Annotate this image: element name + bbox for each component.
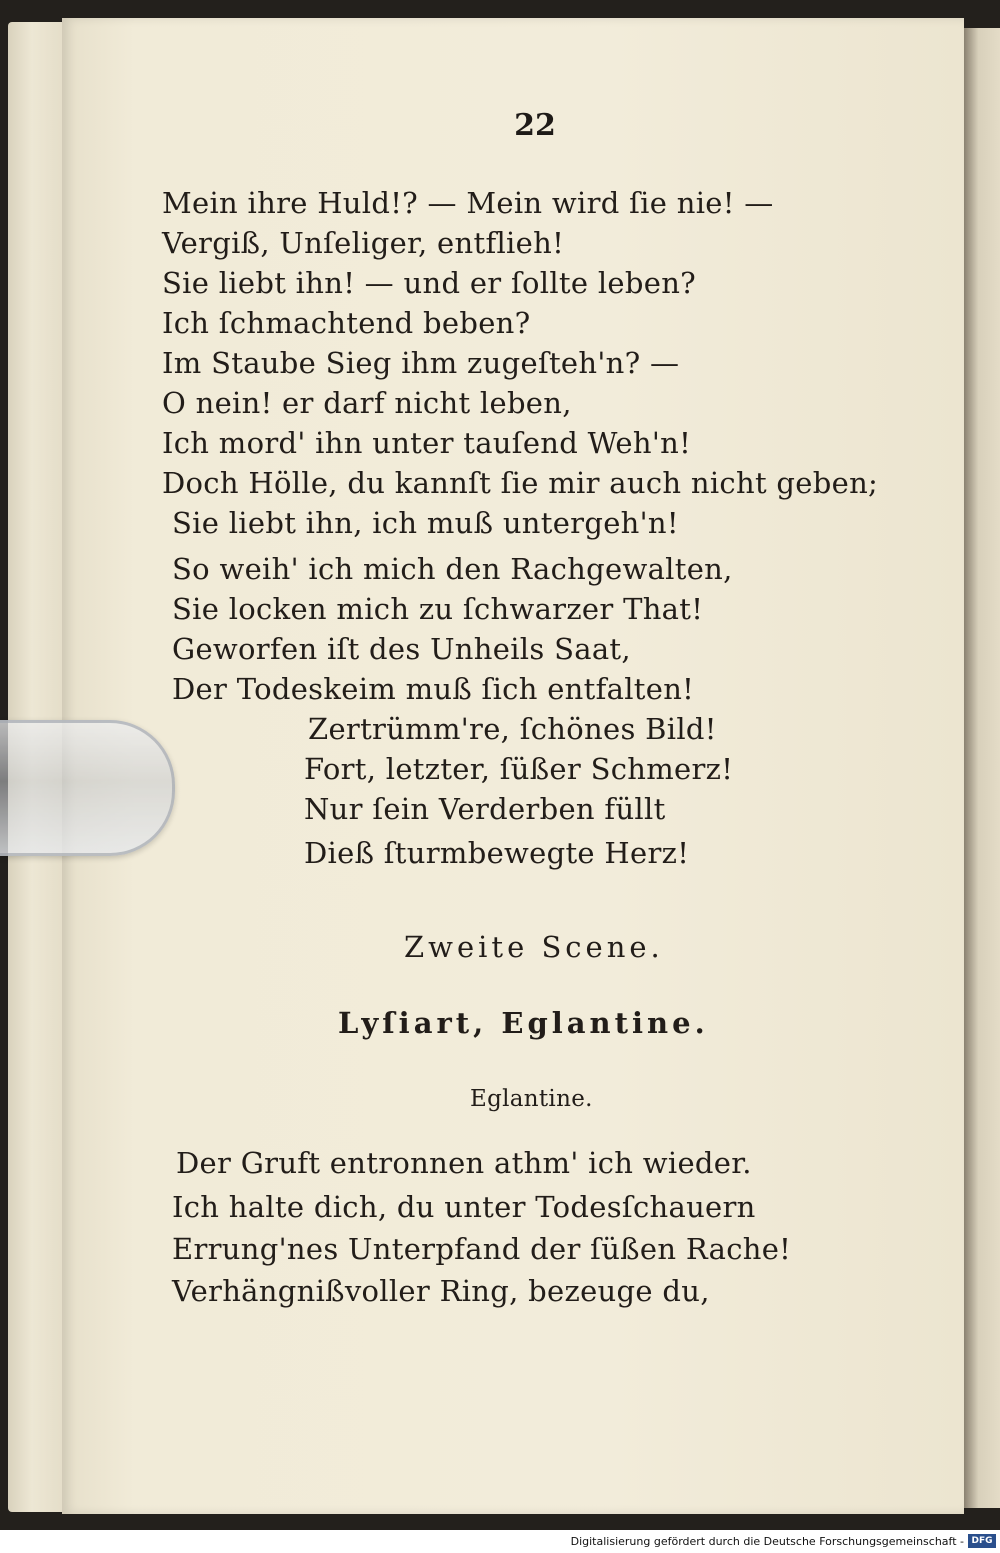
page-clip-icon (0, 720, 175, 856)
verse-line: Ich halte dich, du unter Todesſchauern (172, 1190, 756, 1224)
verse-line: O nein! er darf nicht leben, (162, 386, 572, 420)
verse-line-indented: Fort, letzter, ſüßer Schmerz! (304, 752, 734, 786)
character-list: Lyſiart, Eglantine. (338, 1006, 709, 1040)
scene-heading: Zweite Scene. (404, 930, 664, 964)
verse-line: Der Todeskeim muß ſich entfalten! (172, 672, 695, 706)
verse-line: Sie liebt ihn, ich muß untergeh'n! (172, 506, 679, 540)
verse-line: So weih' ich mich den Rachgewalten, (172, 552, 733, 586)
verse-line: Verhängnißvoller Ring, bezeuge du, (172, 1274, 710, 1308)
verse-line-indented: Zertrümm're, ſchönes Bild! (308, 712, 717, 746)
dfg-logo: DFG (968, 1534, 996, 1548)
verse-line-indented: Nur ſein Verderben füllt (304, 792, 666, 826)
page-number: 22 (514, 108, 556, 143)
verse-line: Geworfen iſt des Unheils Saat, (172, 632, 631, 666)
verse-line: Vergiß, Unſeliger, entflieh! (162, 226, 565, 260)
digitization-credit: Digitalisierung gefördert durch die Deutsche Forschungsgemeinschaft - (570, 1535, 964, 1548)
verse-line: Im Staube Sieg ihm zugeſteh'n? — (162, 346, 680, 380)
verse-line: Sie locken mich zu ſchwarzer That! (172, 592, 704, 626)
verse-line: Errung'nes Unterpfand der ſüßen Rache! (172, 1232, 792, 1266)
verse-line: Mein ihre Huld!? — Mein wird ſie nie! — (162, 186, 774, 220)
verse-line-indented: Dieß ſturmbewegte Herz! (304, 836, 690, 870)
verse-line: Doch Hölle, du kannſt ſie mir auch nicht geben; (162, 466, 879, 500)
speaker-name: Eglantine. (470, 1086, 593, 1112)
verse-line: Ich mord' ihn unter tauſend Weh'n! (162, 426, 692, 460)
verse-line: Der Gruft entronnen athm' ich wieder. (176, 1146, 752, 1180)
verse-line: Sie liebt ihn! — und er ſollte leben? (162, 266, 697, 300)
verse-line: Ich ſchmachtend beben? (162, 306, 531, 340)
